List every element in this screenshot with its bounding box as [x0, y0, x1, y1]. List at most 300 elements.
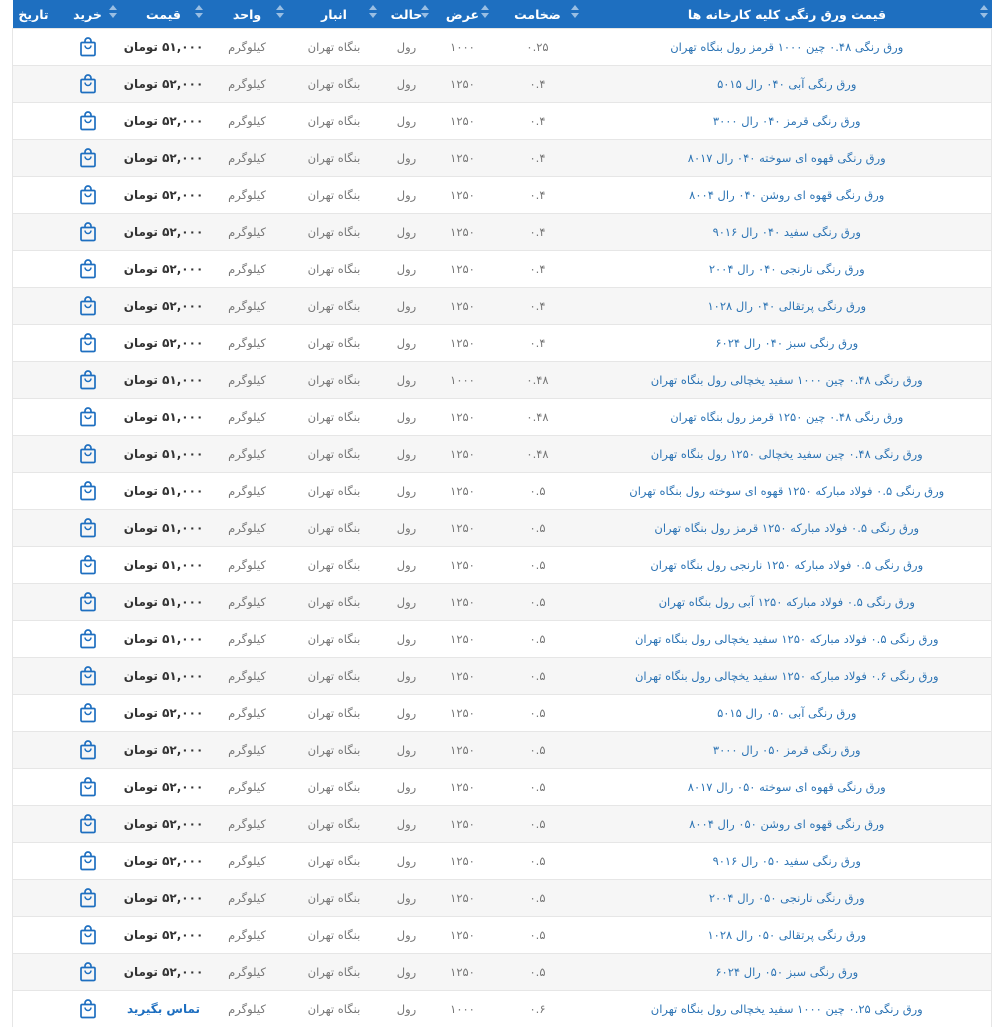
cell-buy — [55, 695, 121, 732]
cell-thickness: ۰.۴ — [493, 103, 583, 140]
cell-warehouse: بنگاه تهران — [288, 362, 381, 399]
cell-width: ۱۲۵۰ — [433, 436, 493, 473]
cell-warehouse: بنگاه تهران — [288, 695, 381, 732]
cell-unit: کیلوگرم — [207, 843, 288, 880]
cell-unit: کیلوگرم — [207, 140, 288, 177]
cell-date — [13, 732, 55, 769]
product-link[interactable]: ورق رنگی ۰.۵ فولاد مبارکه ۱۲۵۰ آبی رول بنگاه تهران — [583, 584, 992, 621]
cell-buy — [55, 658, 121, 695]
cell-warehouse: بنگاه تهران — [288, 251, 381, 288]
table-row — [13, 658, 992, 695]
cell-state: رول — [381, 29, 433, 66]
column-header-label: عرض — [446, 7, 479, 22]
cell-date — [13, 362, 55, 399]
column-header-label: تاریخ — [18, 7, 48, 22]
cell-thickness: ۰.۵ — [493, 510, 583, 547]
cell-unit: کیلوگرم — [207, 732, 288, 769]
cell-warehouse: بنگاه تهران — [288, 954, 381, 991]
cell-unit: کیلوگرم — [207, 251, 288, 288]
cell-width: ۱۲۵۰ — [433, 140, 493, 177]
cell-thickness: ۰.۴ — [493, 325, 583, 362]
cell-price: ۵۱,۰۰۰ تومان — [121, 473, 207, 510]
cell-state: رول — [381, 140, 433, 177]
shopping-bag-icon[interactable] — [79, 74, 97, 94]
cell-thickness: ۰.۵ — [493, 843, 583, 880]
product-link[interactable]: ورق رنگی قهوه ای روشن ۰۴۰ رال ۸۰۰۴ — [583, 177, 992, 214]
cell-thickness: ۰.۴۸ — [493, 362, 583, 399]
cell-state: رول — [381, 325, 433, 362]
column-header-label: قیمت — [146, 7, 181, 22]
table-row — [13, 103, 992, 140]
table-row — [13, 251, 992, 288]
cell-unit: کیلوگرم — [207, 769, 288, 806]
cell-warehouse: بنگاه تهران — [288, 917, 381, 954]
table-row — [13, 880, 992, 917]
shopping-bag-icon[interactable] — [79, 259, 97, 279]
product-link[interactable]: ورق رنگی قهوه ای روشن ۰۵۰ رال ۸۰۰۴ — [583, 806, 992, 843]
shopping-bag-icon[interactable] — [79, 814, 97, 834]
cell-date — [13, 621, 55, 658]
cell-unit: کیلوگرم — [207, 103, 288, 140]
cell-price: ۵۱,۰۰۰ تومان — [121, 29, 207, 66]
table-row — [13, 214, 992, 251]
cell-date — [13, 214, 55, 251]
cell-buy — [55, 325, 121, 362]
cell-unit: کیلوگرم — [207, 473, 288, 510]
column-header-warehouse[interactable] — [288, 0, 381, 29]
column-header-date[interactable] — [13, 0, 55, 29]
cell-unit: کیلوگرم — [207, 954, 288, 991]
cell-warehouse: بنگاه تهران — [288, 843, 381, 880]
cell-price: ۵۱,۰۰۰ تومان — [121, 584, 207, 621]
cell-buy — [55, 29, 121, 66]
cell-thickness: ۰.۵ — [493, 732, 583, 769]
cell-state: رول — [381, 547, 433, 584]
cell-price: تماس بگیرید — [121, 991, 207, 1027]
table-row — [13, 806, 992, 843]
shopping-bag-icon[interactable] — [79, 444, 97, 464]
cell-buy — [55, 436, 121, 473]
cell-unit: کیلوگرم — [207, 806, 288, 843]
cell-buy — [55, 399, 121, 436]
product-link[interactable]: ورق رنگی ۰.۵ فولاد مبارکه ۱۲۵۰ قهوه ای سوخته رول بنگاه تهران — [583, 473, 992, 510]
cell-thickness: ۰.۵ — [493, 954, 583, 991]
cell-width: ۱۲۵۰ — [433, 658, 493, 695]
shopping-bag-icon[interactable] — [79, 370, 97, 390]
cell-unit: کیلوگرم — [207, 362, 288, 399]
cell-warehouse: بنگاه تهران — [288, 621, 381, 658]
cell-price: ۵۲,۰۰۰ تومان — [121, 140, 207, 177]
cell-unit: کیلوگرم — [207, 66, 288, 103]
cell-date — [13, 288, 55, 325]
cell-width: ۱۲۵۰ — [433, 954, 493, 991]
column-header-thickness[interactable] — [493, 0, 583, 29]
shopping-bag-icon[interactable] — [79, 518, 97, 538]
cell-state: رول — [381, 658, 433, 695]
cell-unit: کیلوگرم — [207, 399, 288, 436]
cell-unit: کیلوگرم — [207, 325, 288, 362]
cell-price: ۵۲,۰۰۰ تومان — [121, 103, 207, 140]
cell-price: ۵۲,۰۰۰ تومان — [121, 769, 207, 806]
cell-state: رول — [381, 584, 433, 621]
cell-width: ۱۲۵۰ — [433, 399, 493, 436]
product-link[interactable]: ورق رنگی سفید ۰۵۰ رال ۹۰۱۶ — [583, 843, 992, 880]
cell-date — [13, 584, 55, 621]
cell-warehouse: بنگاه تهران — [288, 732, 381, 769]
cell-thickness: ۰.۴ — [493, 140, 583, 177]
cell-width: ۱۰۰۰ — [433, 991, 493, 1027]
cell-width: ۱۲۵۰ — [433, 214, 493, 251]
sort-arrows-icon[interactable] — [369, 5, 377, 23]
cell-state: رول — [381, 732, 433, 769]
cell-state: رول — [381, 769, 433, 806]
product-link[interactable]: ورق رنگی قرمز ۰۵۰ رال ۳۰۰۰ — [583, 732, 992, 769]
cell-buy — [55, 769, 121, 806]
table-row — [13, 695, 992, 732]
cell-price: ۵۲,۰۰۰ تومان — [121, 177, 207, 214]
cell-date — [13, 991, 55, 1027]
cell-price: ۵۲,۰۰۰ تومان — [121, 251, 207, 288]
cell-price: ۵۱,۰۰۰ تومان — [121, 510, 207, 547]
cell-date — [13, 658, 55, 695]
cell-buy — [55, 177, 121, 214]
cell-warehouse: بنگاه تهران — [288, 325, 381, 362]
cell-unit: کیلوگرم — [207, 621, 288, 658]
cell-buy — [55, 621, 121, 658]
table-row — [13, 436, 992, 473]
cell-state: رول — [381, 251, 433, 288]
product-link[interactable]: ورق رنگی سفید ۰۴۰ رال ۹۰۱۶ — [583, 214, 992, 251]
shopping-bag-icon[interactable] — [79, 851, 97, 871]
cell-price: ۵۲,۰۰۰ تومان — [121, 66, 207, 103]
cell-date — [13, 177, 55, 214]
table-row — [13, 769, 992, 806]
column-header-width[interactable] — [433, 0, 493, 29]
cell-state: رول — [381, 66, 433, 103]
table-row — [13, 917, 992, 954]
price-table — [12, 0, 992, 1027]
table-row — [13, 177, 992, 214]
cell-state: رول — [381, 510, 433, 547]
cell-price: ۵۱,۰۰۰ تومان — [121, 547, 207, 584]
column-header-label: واحد — [233, 7, 261, 22]
shopping-bag-icon[interactable] — [79, 888, 97, 908]
cell-buy — [55, 843, 121, 880]
cell-width: ۱۲۵۰ — [433, 880, 493, 917]
cell-buy — [55, 732, 121, 769]
product-link[interactable]: ورق رنگی ۰.۵ فولاد مبارکه ۱۲۵۰ نارنجی رول بنگاه تهران — [583, 547, 992, 584]
cell-state: رول — [381, 103, 433, 140]
cell-warehouse: بنگاه تهران — [288, 806, 381, 843]
sort-arrows-icon[interactable] — [276, 5, 284, 23]
shopping-bag-icon[interactable] — [79, 37, 97, 57]
product-link[interactable]: ورق رنگی قهوه ای سوخته ۰۴۰ رال ۸۰۱۷ — [583, 140, 992, 177]
cell-unit: کیلوگرم — [207, 991, 288, 1027]
cell-width: ۱۲۵۰ — [433, 695, 493, 732]
cell-width: ۱۲۵۰ — [433, 547, 493, 584]
cell-state: رول — [381, 288, 433, 325]
cell-date — [13, 66, 55, 103]
cell-warehouse: بنگاه تهران — [288, 473, 381, 510]
cell-price: ۵۲,۰۰۰ تومان — [121, 806, 207, 843]
cell-thickness: ۰.۵ — [493, 584, 583, 621]
cell-date — [13, 769, 55, 806]
cell-buy — [55, 140, 121, 177]
cell-warehouse: بنگاه تهران — [288, 436, 381, 473]
column-header-price[interactable] — [121, 0, 207, 29]
shopping-bag-icon[interactable] — [79, 925, 97, 945]
cell-width: ۱۲۵۰ — [433, 66, 493, 103]
cell-buy — [55, 917, 121, 954]
cell-date — [13, 399, 55, 436]
column-header-unit[interactable] — [207, 0, 288, 29]
cell-price: ۵۲,۰۰۰ تومان — [121, 843, 207, 880]
cell-state: رول — [381, 806, 433, 843]
cell-buy — [55, 362, 121, 399]
cell-warehouse: بنگاه تهران — [288, 584, 381, 621]
cell-thickness: ۰.۴ — [493, 214, 583, 251]
table-row — [13, 510, 992, 547]
column-header-label: خرید — [73, 7, 102, 22]
shopping-bag-icon[interactable] — [79, 222, 97, 242]
table-header — [13, 0, 992, 29]
table-row — [13, 954, 992, 991]
cell-warehouse: بنگاه تهران — [288, 177, 381, 214]
cell-state: رول — [381, 695, 433, 732]
product-link[interactable]: ورق رنگی پرتقالی ۰۴۰ رال ۱۰۲۸ — [583, 288, 992, 325]
cell-width: ۱۲۵۰ — [433, 288, 493, 325]
cell-date — [13, 436, 55, 473]
cell-price: ۵۲,۰۰۰ تومان — [121, 288, 207, 325]
product-link[interactable]: ورق رنگی نارنجی ۰۴۰ رال ۲۰۰۴ — [583, 251, 992, 288]
cell-width: ۱۲۵۰ — [433, 917, 493, 954]
cell-thickness: ۰.۲۵ — [493, 29, 583, 66]
cell-thickness: ۰.۵ — [493, 621, 583, 658]
shopping-bag-icon[interactable] — [79, 703, 97, 723]
column-header-label: ضخامت — [514, 7, 561, 22]
sort-arrows-icon[interactable] — [421, 5, 429, 23]
table-row — [13, 621, 992, 658]
sort-arrows-icon[interactable] — [571, 5, 579, 23]
cell-buy — [55, 251, 121, 288]
product-link[interactable]: ورق رنگی آبی ۰۵۰ رال ۵۰۱۵ — [583, 695, 992, 732]
shopping-bag-icon[interactable] — [79, 666, 97, 686]
cell-width: ۱۲۵۰ — [433, 251, 493, 288]
cell-warehouse: بنگاه تهران — [288, 103, 381, 140]
table-row — [13, 991, 992, 1027]
cell-state: رول — [381, 880, 433, 917]
table-body — [13, 29, 992, 1027]
cell-thickness: ۰.۴ — [493, 251, 583, 288]
cell-date — [13, 695, 55, 732]
cell-price: ۵۱,۰۰۰ تومان — [121, 362, 207, 399]
cell-price: ۵۲,۰۰۰ تومان — [121, 917, 207, 954]
cell-buy — [55, 510, 121, 547]
cell-unit: کیلوگرم — [207, 917, 288, 954]
cell-width: ۱۲۵۰ — [433, 732, 493, 769]
product-link[interactable]: ورق رنگی پرتقالی ۰۵۰ رال ۱۰۲۸ — [583, 917, 992, 954]
column-header-label: انبار — [321, 7, 347, 22]
shopping-bag-icon[interactable] — [79, 407, 97, 427]
cell-price: ۵۲,۰۰۰ تومان — [121, 732, 207, 769]
cell-warehouse: بنگاه تهران — [288, 510, 381, 547]
column-header-label: حالت — [391, 7, 423, 22]
cell-buy — [55, 954, 121, 991]
cell-thickness: ۰.۵ — [493, 658, 583, 695]
cell-buy — [55, 473, 121, 510]
cell-width: ۱۲۵۰ — [433, 769, 493, 806]
product-link[interactable]: ورق رنگی نارنجی ۰۵۰ رال ۲۰۰۴ — [583, 880, 992, 917]
cell-state: رول — [381, 214, 433, 251]
cell-buy — [55, 806, 121, 843]
cell-unit: کیلوگرم — [207, 880, 288, 917]
table-row — [13, 843, 992, 880]
cell-buy — [55, 103, 121, 140]
sort-arrows-icon[interactable] — [109, 5, 117, 23]
cell-state: رول — [381, 991, 433, 1027]
cell-date — [13, 547, 55, 584]
table-row — [13, 362, 992, 399]
product-link[interactable]: ورق رنگی ۰.۴۸ چین ۱۲۵۰ قرمز رول بنگاه تهران — [583, 399, 992, 436]
cell-width: ۱۲۵۰ — [433, 806, 493, 843]
cell-unit: کیلوگرم — [207, 547, 288, 584]
shopping-bag-icon[interactable] — [79, 296, 97, 316]
cell-state: رول — [381, 177, 433, 214]
cell-width: ۱۰۰۰ — [433, 362, 493, 399]
shopping-bag-icon[interactable] — [79, 481, 97, 501]
cell-unit: کیلوگرم — [207, 29, 288, 66]
cell-state: رول — [381, 399, 433, 436]
cell-width: ۱۲۵۰ — [433, 584, 493, 621]
shopping-bag-icon[interactable] — [79, 962, 97, 982]
column-header-state[interactable] — [381, 0, 433, 29]
cell-date — [13, 251, 55, 288]
cell-unit: کیلوگرم — [207, 695, 288, 732]
table-row — [13, 547, 992, 584]
shopping-bag-icon[interactable] — [79, 555, 97, 575]
cell-state: رول — [381, 436, 433, 473]
cell-warehouse: بنگاه تهران — [288, 214, 381, 251]
cell-price: ۵۲,۰۰۰ تومان — [121, 325, 207, 362]
cell-date — [13, 510, 55, 547]
cell-width: ۱۰۰۰ — [433, 29, 493, 66]
shopping-bag-icon[interactable] — [79, 629, 97, 649]
cell-warehouse: بنگاه تهران — [288, 399, 381, 436]
cell-thickness: ۰.۵ — [493, 547, 583, 584]
table-row — [13, 29, 992, 66]
shopping-bag-icon[interactable] — [79, 185, 97, 205]
cell-warehouse: بنگاه تهران — [288, 66, 381, 103]
column-header-buy[interactable] — [55, 0, 121, 29]
table-row — [13, 325, 992, 362]
shopping-bag-icon[interactable] — [79, 777, 97, 797]
product-link[interactable]: ورق رنگی ۰.۵ فولاد مبارکه ۱۲۵۰ قرمز رول بنگاه تهران — [583, 510, 992, 547]
product-link[interactable]: ورق رنگی سبز ۰۵۰ رال ۶۰۲۴ — [583, 954, 992, 991]
shopping-bag-icon[interactable] — [79, 592, 97, 612]
cell-thickness: ۰.۵ — [493, 473, 583, 510]
cell-buy — [55, 66, 121, 103]
cell-warehouse: بنگاه تهران — [288, 547, 381, 584]
cell-thickness: ۰.۴ — [493, 177, 583, 214]
cell-width: ۱۲۵۰ — [433, 843, 493, 880]
cell-price: ۵۱,۰۰۰ تومان — [121, 399, 207, 436]
cell-unit: کیلوگرم — [207, 658, 288, 695]
cell-unit: کیلوگرم — [207, 214, 288, 251]
product-link[interactable]: ورق رنگی ۰.۴۸ چین ۱۰۰۰ قرمز رول بنگاه تهران — [583, 29, 992, 66]
cell-buy — [55, 991, 121, 1027]
product-link[interactable]: ورق رنگی ۰.۲۵ چین ۱۰۰۰ سفید یخچالی رول بنگاه تهران — [583, 991, 992, 1027]
cell-width: ۱۲۵۰ — [433, 510, 493, 547]
shopping-bag-icon[interactable] — [79, 999, 97, 1019]
sort-arrows-icon[interactable] — [481, 5, 489, 23]
table-row — [13, 473, 992, 510]
table-row — [13, 66, 992, 103]
cell-unit: کیلوگرم — [207, 288, 288, 325]
shopping-bag-icon[interactable] — [79, 333, 97, 353]
cell-width: ۱۲۵۰ — [433, 177, 493, 214]
cell-width: ۱۲۵۰ — [433, 621, 493, 658]
product-link[interactable]: ورق رنگی قهوه ای سوخته ۰۵۰ رال ۸۰۱۷ — [583, 769, 992, 806]
cell-width: ۱۲۵۰ — [433, 473, 493, 510]
cell-warehouse: بنگاه تهران — [288, 769, 381, 806]
table-row — [13, 584, 992, 621]
cell-warehouse: بنگاه تهران — [288, 991, 381, 1027]
cell-state: رول — [381, 843, 433, 880]
shopping-bag-icon[interactable] — [79, 111, 97, 131]
cell-warehouse: بنگاه تهران — [288, 288, 381, 325]
product-link[interactable]: ورق رنگی ۰.۵ فولاد مبارکه ۱۲۵۰ سفید یخچالی رول بنگاه تهران — [583, 621, 992, 658]
cell-thickness: ۰.۴۸ — [493, 399, 583, 436]
cell-date — [13, 954, 55, 991]
column-header-product[interactable] — [583, 0, 992, 29]
cell-date — [13, 29, 55, 66]
cell-warehouse: بنگاه تهران — [288, 880, 381, 917]
cell-thickness: ۰.۵ — [493, 769, 583, 806]
product-link[interactable]: ورق رنگی ۰.۴۸ چین سفید یخچالی ۱۲۵۰ رول بنگاه تهران — [583, 436, 992, 473]
product-link[interactable]: ورق رنگی آبی ۰۴۰ رال ۵۰۱۵ — [583, 66, 992, 103]
cell-date — [13, 843, 55, 880]
product-link[interactable]: ورق رنگی ۰.۴۸ چین ۱۰۰۰ سفید یخچالی رول بنگاه تهران — [583, 362, 992, 399]
table-row — [13, 140, 992, 177]
cell-width: ۱۲۵۰ — [433, 103, 493, 140]
product-link[interactable]: ورق رنگی ۰.۶ فولاد مبارکه ۱۲۵۰ سفید یخچالی رول بنگاه تهران — [583, 658, 992, 695]
cell-date — [13, 806, 55, 843]
cell-state: رول — [381, 621, 433, 658]
cell-date — [13, 325, 55, 362]
cell-unit: کیلوگرم — [207, 177, 288, 214]
cell-state: رول — [381, 362, 433, 399]
cell-warehouse: بنگاه تهران — [288, 658, 381, 695]
sort-arrows-icon[interactable] — [195, 5, 203, 23]
product-link[interactable]: ورق رنگی سبز ۰۴۰ رال ۶۰۲۴ — [583, 325, 992, 362]
shopping-bag-icon[interactable] — [79, 148, 97, 168]
cell-thickness: ۰.۴۸ — [493, 436, 583, 473]
cell-date — [13, 880, 55, 917]
cell-price: ۵۲,۰۰۰ تومان — [121, 695, 207, 732]
shopping-bag-icon[interactable] — [79, 740, 97, 760]
table-row — [13, 732, 992, 769]
cell-price: ۵۲,۰۰۰ تومان — [121, 880, 207, 917]
sort-arrows-icon[interactable] — [980, 5, 988, 23]
cell-width: ۱۲۵۰ — [433, 325, 493, 362]
cell-buy — [55, 584, 121, 621]
product-link[interactable]: ورق رنگی قرمز ۰۴۰ رال ۳۰۰۰ — [583, 103, 992, 140]
cell-state: رول — [381, 917, 433, 954]
cell-thickness: ۰.۴ — [493, 66, 583, 103]
table-row — [13, 399, 992, 436]
cell-thickness: ۰.۵ — [493, 806, 583, 843]
cell-date — [13, 140, 55, 177]
